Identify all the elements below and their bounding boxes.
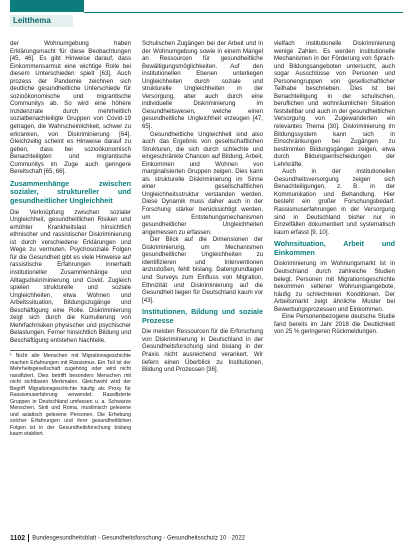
footnote: ¹ Nicht alle Menschen mit Migrationsgeschichte machen Erfahrungen mit Rassismus. Ein Teil ist der Mehrheitsgesellschaft zugehörig oder wird nicht rassifiziert. Dies betrifft besonders Menschen mit nicht sichtbaren Merkmalen. Gleichwohl wird der Begriff Migrationsgeschichte häufig als Proxy für Rassismuserfahrung verwendet. Rassifizierte Gruppen in Deutschland umfassen u. a. Schwarze Menschen, Sinti und Roma, muslimisch gelesene und asiatisch gelesene Personen. Die Erhebung solcher Erfahrungen und ihrer gesundheitlichen Folgen ist in der Gesundheitsforschung bislang kaum etabliert. — [10, 350, 131, 438]
header-rule — [84, 12, 403, 13]
column-3 — [274, 40, 395, 336]
page-number: 1102 — [10, 534, 26, 542]
paragraph: Auch in der institutionellen Gesundheitsversorgung zeigen sich Benachteiligungen, z. B. in der Kommunikation und Behandlung. Hier besteht ein großer Forschungsbedarf. Rassismuserfahrungen in der Versorgung sind in Deutschland bisher nur in Einzelfällen dokumentiert und systematisch kaum erfasst [9, 10]. — [274, 168, 395, 236]
paragraph: Die meisten Ressourcen für die Erforschung von Diskriminierung in Deutschland in der Gesundheitsforschung sind bislang in der Praxis nicht ausreichend verankert. Wir liefern einen Überblick zu Institutionen, Bildung und Prozessen [36]. — [142, 328, 263, 374]
paragraph: der Wohnumgebung haben Erklärungsmacht für diese Beobachtungen [45, 46]. Es gibt Hinweise darauf, dass Einkommensarmut eine wichtige Rolle bei diesem Unterschieden spielt [63]. Auch prozess der Pandemie zeichnen sich deutliche gesundheitliche Unterschiede für sozioökonomische und migrantische Communitys ab. So wird eine höhere Inzidenzrate durch mehrheitlich sozialbenachteiligte Gruppen von Covid-19 getragen, die Wahrscheinlichkeit, schwer zu erkranken, von Diskriminierung [64]. Gleichzeitig scheint es Hinweise darauf zu geben, dass bei sozioökonomisch Benachteiligten und migrantische Communitys im Zuge auch geringere Bereitschaft [65, 66]. — [10, 40, 131, 176]
page-footer — [10, 534, 245, 543]
section-heading: Zusammenhänge zwischen sozialer, struktureller und gesundheitlicher Ungleichheit — [10, 178, 131, 206]
paragraph: Schulischen Zugängen bei der Arbeit und in der Wohnumgebung sowie in einem Mangel an Ressourcen für gesundheitliche Bewältigungsmöglichkeiten. Auf den institutionellen Ebenen unterliegen Ungleichheiten durch soziale und strukturelle Ungleichheiten in der Versorgung, aber auch durch eine individuelle Diskriminierung im Gesundheitswesen, welche einen gesundheitliche Ungleichheit erzeugen [47, 65]. — [142, 40, 263, 131]
section-heading: Wohnsituation, Arbeit und Einkommen — [274, 239, 395, 257]
paragraph: Der Blick auf die Dimensionen der Diskriminierung, um Mechanismen gesundheitlicher Ungleichheiten zu identifizieren und Interventionen anzustoßen, fehlt bislang. Datengrundlagen und Surveys zum Einfluss von Migration, Ethnizität und Diskriminierung auf die Gesundheit liegen für Deutschland kaum vor [43]. — [142, 236, 263, 304]
paragraph: Gesundheitliche Ungleichheit sind also auch das Ergebnis von gesellschaftlichen Strukturen, die sich durch schlechte und eingeschränkte Chancen auf Bildung, Arbeit, Einkommen und Wohnen von marginalisierten Gruppen zeigen. Dies kann als strukturelle Diskriminierung im Sinne einer gesellschaftlichen Ungleichheitsstruktur verstanden werden. Diese Dynamik muss daher auch in der Forschung stärker berücksichtigt werden, um Entstehungsmechanismen gesundheitlicher Ungleichheiten angemessen zu erfassen. — [142, 130, 263, 236]
header-color-bar — [10, 0, 84, 12]
footer-divider — [28, 534, 29, 542]
section-label: Leitthema — [10, 15, 73, 27]
paragraph: Eine Personenbezogene deutsche Studie fand bereits im Jahr 2018 die Deutlichkeit von 25 % geringeren Rückmeldungen. — [274, 313, 395, 336]
column-2 — [142, 40, 263, 374]
section-heading: Institutionen, Bildung und soziale Prozesse — [142, 307, 263, 325]
journal-name: Bundesgesundheitsblatt - Gesundheitsforschung - Gesundheitsschutz 10 · 2022 — [32, 535, 245, 542]
column-1 — [10, 40, 131, 438]
paragraph: Die Verknüpfung zwischen sozialer Ungleichheit, gesundheitlichen Risiken und erhöhter Krankheitslast hinsichtlich ethnischer und rassistischer Diskriminierung ist durch verschiedene Erklärungen und Wege zu vermuten. Psychosoziale Folgen für die Gesundheit gibt es viele Hinweise auf rassistische Erfahrungen innerhalb institutioneller Zusammenhänge und Alltagsdiskriminierung und Covid. Zugleich spielen strukturelle und soziale Ungleichheiten, etwa Wohnen und Arbeitssituation, Bildungszugänge und Beschäftigung eine Rolle. Diskriminierung zeigt sich durch die Kumulierung von Mehrfachrisiken physischer und psychischer Belastungen. Ferner hinsichtlich Bildung und Beschäftigung entstehen Nachteile. — [10, 208, 131, 344]
paragraph: Diskriminierung im Wohnungsmarkt ist in Deutschland durch zahlreiche Studien belegt. Personen mit Migrationsgeschichte bekommen seltener Wohnungsangebote, häufig zu schlechteren Konditionen. Der Arbeitsmarkt zeigt ähnliche Muster bei Bewerbungsprozessen und Einkommen. — [274, 260, 395, 313]
paragraph: vielfach institutionelle Diskriminierung wenige Zahlen. Es werden institutionelle Mechanismen in der Förderung von Sprach- und Bildungsangeboten untersucht, auch sogar Ausschlüsse von Personen und Personengruppen von gesellschaftlicher Teilhabe beschrieben. Dies ist bei Benachteiligung in der schulischen, beruflichen und wohnräumlichen Situation feststellbar und auch in der gesundheitlichen Versorgung von Zugewanderten ein relevantes Thema [30]. Diskriminierung im Bildungssystem kann sich in Einschränkungen bei Zugängen zu bestimmten Bildungsgängen zeigen, etwa durch Bildungsentscheidungen der Lehrkräfte. — [274, 40, 395, 168]
